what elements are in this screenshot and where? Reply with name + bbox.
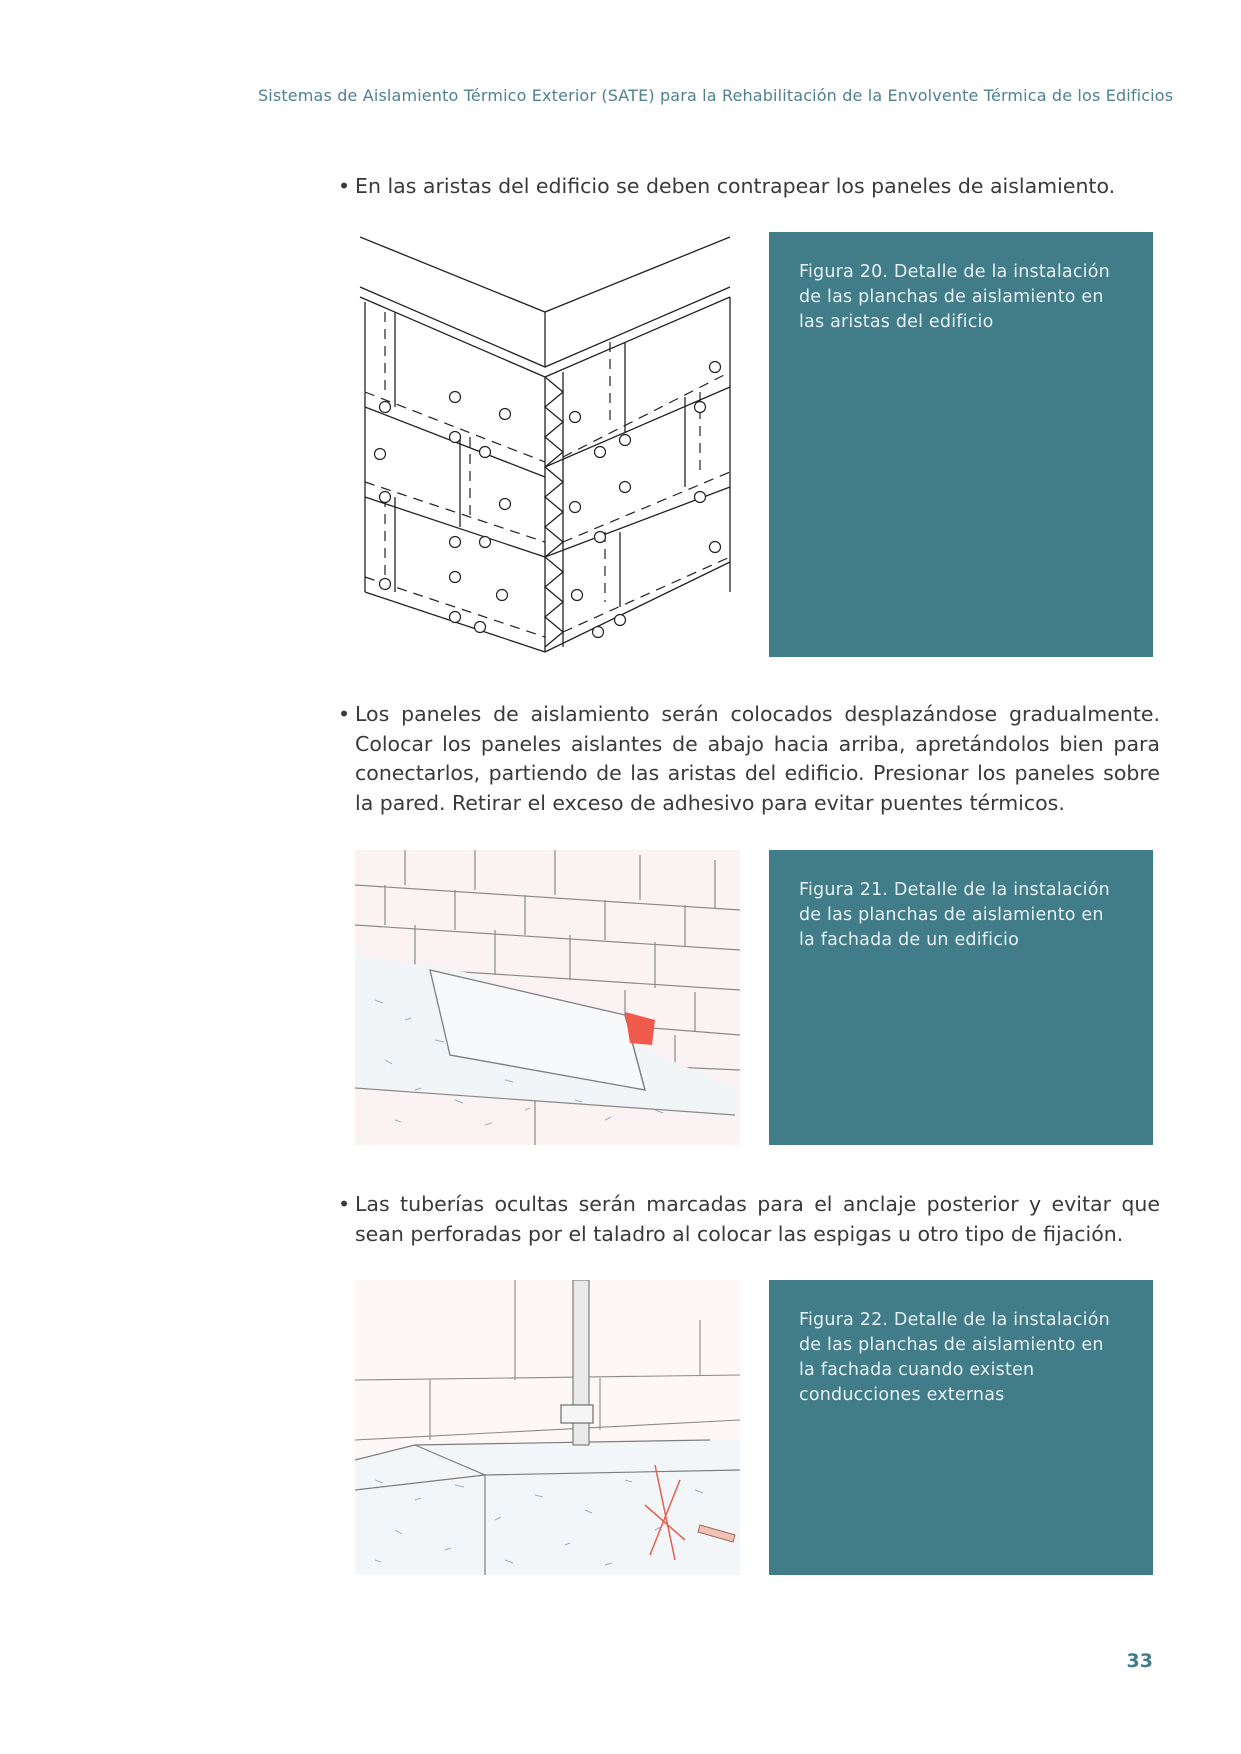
bullet-dot: • [338, 1192, 351, 1216]
bullet-text: Los paneles de aislamiento serán colocados desplazándose gradualmente. Colocar los paneles aislantes de abajo hacia arriba, apretándolos bien para conectarlos, partiendo de las aristas del edificio. Presionar los paneles sobre la pared. Retirar el exceso de adhesivo para evitar puentes térmicos. [355, 702, 1160, 815]
running-header: Sistemas de Aislamiento Térmico Exterior (SATE) para la Rehabilitación de la Envolvente Térmica de los Edificios [258, 86, 1174, 105]
figure-20-caption-box [769, 232, 1153, 657]
bullet-item [338, 700, 1160, 818]
figure-20-illustration [355, 232, 740, 657]
bullet-dot: • [338, 702, 351, 726]
figure-22-caption: Figura 22. Detalle de la instalación de las planchas de aislamiento en la fachada cuando existen conducciones externas [799, 1310, 1110, 1405]
figure-21-caption-box [769, 850, 1153, 1145]
bullet-item [338, 1190, 1160, 1249]
facade-insulation-illustration [355, 850, 740, 1145]
page-number: 33 [1126, 1650, 1153, 1672]
bullet-item [338, 172, 1160, 202]
figure-21-illustration [355, 850, 740, 1145]
figure-22-illustration [355, 1280, 740, 1575]
bullet-text: Las tuberías ocultas serán marcadas para el anclaje posterior y evitar que sean perforadas por el taladro al colocar las espigas u otro tipo de fijación. [355, 1192, 1160, 1246]
corner-insulation-illustration [355, 232, 740, 657]
pipe-marking-illustration [355, 1280, 740, 1575]
figure-22-caption-box [769, 1280, 1153, 1575]
bullet-dot: • [338, 174, 351, 198]
figure-20-caption: Figura 20. Detalle de la instalación de las planchas de aislamiento en las aristas del edificio [799, 262, 1110, 332]
bullet-text: En las aristas del edificio se deben contrapear los paneles de aislamiento. [355, 174, 1116, 198]
figure-21-caption: Figura 21. Detalle de la instalación de las planchas de aislamiento en la fachada de un edificio [799, 880, 1110, 950]
